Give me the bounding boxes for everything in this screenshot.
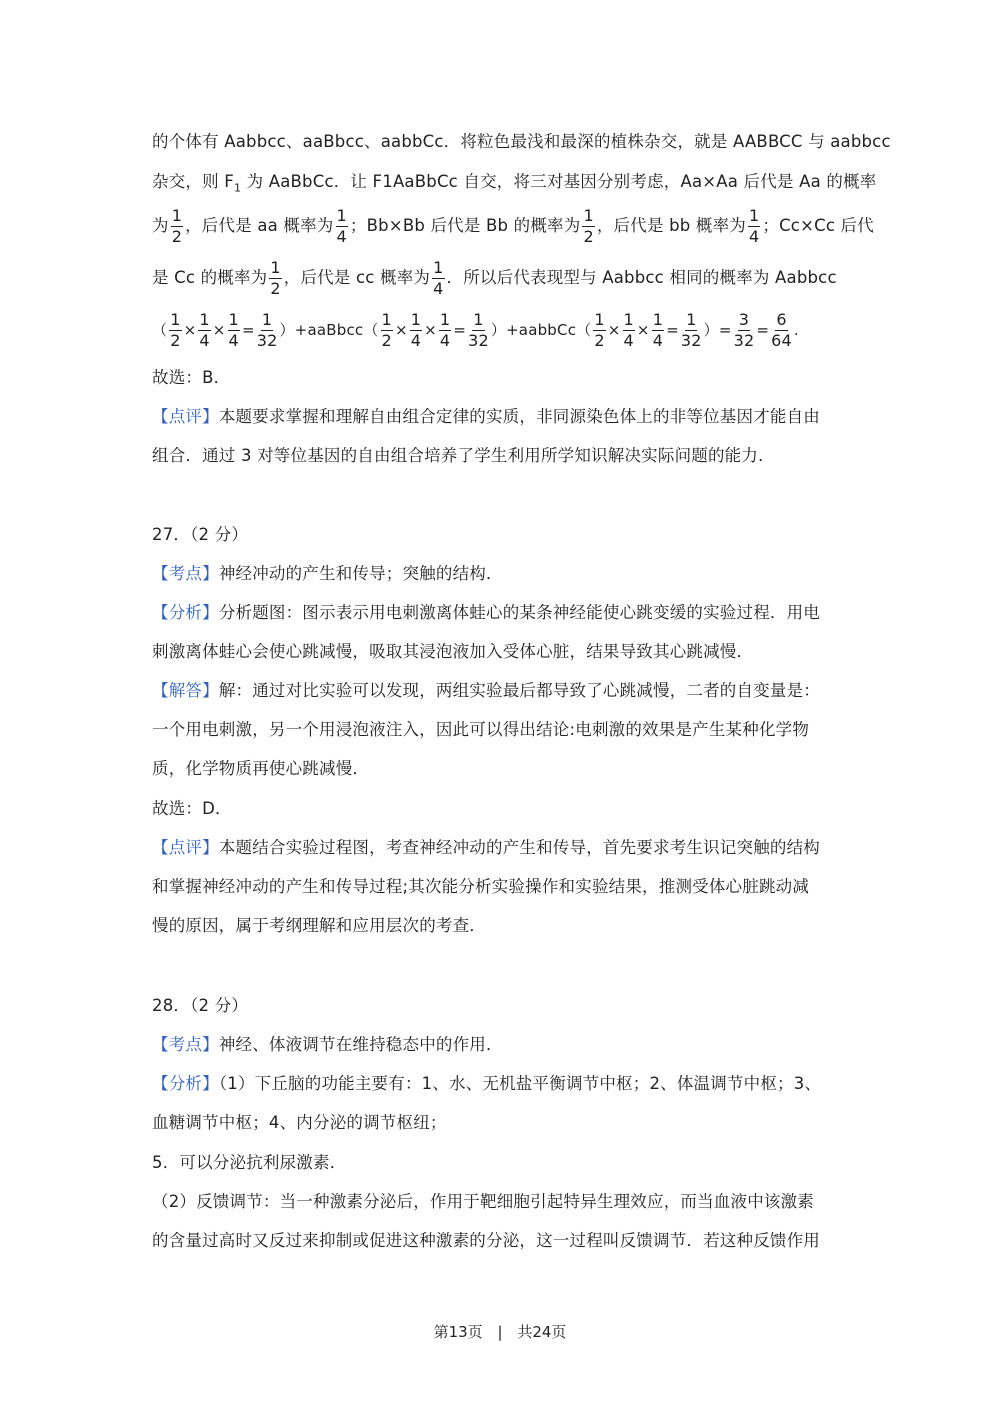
text-segment: 分析题图：图示表示用电刺激离体蛙心的某条神经能使心跳变缓的实验过程．用电	[218, 603, 821, 622]
fraction: $\frac{1}{2}$	[381, 310, 392, 350]
equals-sign: =	[453, 321, 467, 339]
fraction: $\frac{1}{4}$	[228, 310, 239, 350]
text-line	[152, 310, 850, 351]
text-line: 刺激离体蛙心会使心跳减慢，吸取其浸泡液加入受体心脏，结果导致其心跳减慢．	[152, 642, 754, 661]
text-line	[152, 562, 850, 586]
times-sign: ×	[394, 321, 408, 339]
question-number: 28．（2 分）	[152, 996, 249, 1015]
text-segment: 杂交，则 F	[152, 172, 234, 191]
fraction: $\frac{1}{32}$	[256, 310, 278, 350]
fraction: $\frac{1}{4}$	[199, 310, 210, 350]
text-line	[152, 170, 877, 200]
text-line: 5．可以分泌抗利尿激素．	[152, 1153, 347, 1172]
text-segment: ；Cc×Cc 后代	[762, 216, 874, 235]
section-tag: 【点评】	[152, 407, 219, 426]
text-segment: 为 AaBbCc．让 F1AaBbCc 自交，将三对基因分别考虑，Aa×Aa 后代是 Aa 的概率	[241, 172, 877, 191]
fraction: $\frac{1}{32}$	[680, 310, 702, 350]
text-segment: 是 Cc 的概率为	[152, 268, 268, 287]
section-tag: 【考点】	[152, 1035, 219, 1054]
text-line: 的含量过高时又反过来抑制或促进这种激素的分泌，这一过程叫反馈调节．若这种反馈作用	[152, 1231, 820, 1250]
text-segment: 解：通过对比实验可以发现，两组实验最后都导致了心跳减慢，二者的自变量是：	[218, 681, 821, 700]
footer-separator: |	[497, 1323, 503, 1341]
fraction: $\frac{1}{4}$	[748, 206, 760, 246]
fraction: $\frac{1}{4}$	[623, 310, 634, 350]
text-line: 一个用电刺激，另一个用浸泡液注入，因此可以得出结论:电刺激的效果是产生某种化学物	[152, 720, 810, 739]
text-segment: .	[793, 321, 799, 339]
fraction: $\frac{1}{4}$	[336, 206, 347, 246]
page-number: 第13页	[433, 1323, 483, 1341]
text-line	[152, 679, 850, 703]
text-segment: 本题要求掌握和理解自由组合定律的实质，非同源染色体上的非等位基因才能自由	[218, 407, 821, 426]
fraction: $\frac{1}{4}$	[410, 310, 422, 350]
fraction: $\frac{1}{2}$	[594, 310, 605, 350]
section-tag: 【分析】	[152, 1074, 219, 1093]
text-line: 的个体有 Aabbcc、aaBbcc、aabbCc．将粒色最浅和最深的植株杂交，就是 AABBCC 与 aabbcc	[152, 132, 891, 151]
fraction: $\frac{6}{64}$	[771, 310, 792, 350]
text-line: 故选：B．	[152, 368, 231, 387]
text-segment: ，后代是 aa 概率为	[185, 216, 334, 235]
times-sign: ×	[212, 321, 226, 339]
text-segment: 本题结合实验过程图，考查神经冲动的产生和传导，首先要求考生识记突触的结构	[218, 838, 821, 857]
section-tag: 【点评】	[152, 838, 219, 857]
text-line: 和掌握神经冲动的产生和传导过程;其次能分析实验操作和实验结果，推测受体心脏跳动减	[152, 877, 810, 896]
fraction: $\frac{3}{32}$	[733, 310, 755, 350]
text-line	[152, 258, 850, 299]
page-footer	[0, 1321, 1000, 1342]
text-line	[152, 1033, 850, 1057]
text-line: （2）反馈调节：当一种激素分泌后，作用于靶细胞引起特异生理效应，而当血液中该激素	[152, 1192, 814, 1211]
equals-sign: =	[241, 321, 255, 339]
text-line: 组合．通过 3 对等位基因的自由组合培养了学生利用所学知识解决实际问题的能力．	[152, 446, 775, 465]
equals-sign: =	[756, 321, 770, 339]
text-line	[152, 601, 850, 625]
fraction: $\frac{1}{2}$	[270, 258, 281, 298]
text-line: 故选：D．	[152, 799, 232, 818]
section-tag: 【解答】	[152, 681, 219, 700]
times-sign: ×	[424, 321, 437, 339]
text-line	[152, 1072, 850, 1096]
text-segment: ，后代是 bb 概率为	[596, 216, 746, 235]
text-segment: ；Bb×Bb 后代是 Bb 的概率为	[349, 216, 581, 235]
times-sign: ×	[607, 321, 621, 339]
fraction: $\frac{1}{2}$	[583, 206, 594, 246]
question-number: 27．（2 分）	[152, 525, 249, 544]
text-segment: 神经冲动的产生和传导；突触的结构．	[218, 564, 503, 583]
text-segment: ）+aabbCc（	[490, 321, 592, 339]
text-segment: ．所以后代表现型与 Aabbcc 相同的概率为 Aabbcc	[446, 268, 837, 287]
fraction: $\frac{1}{2}$	[170, 310, 181, 350]
subscript: 1	[233, 181, 242, 195]
section-tag: 【考点】	[152, 564, 219, 583]
text-segment: （	[152, 321, 168, 339]
text-segment: 为	[152, 216, 169, 235]
text-line	[152, 836, 850, 860]
text-line	[152, 405, 850, 429]
fraction: $\frac{1}{4}$	[433, 258, 444, 298]
page-total: 共24页	[517, 1323, 567, 1341]
text-line: 质，化学物质再使心跳减慢．	[152, 759, 370, 778]
section-tag: 【分析】	[152, 603, 219, 622]
text-line: 血糖调节中枢；4、内分泌的调节枢纽；	[152, 1113, 447, 1132]
text-segment: ，后代是 cc 概率为	[283, 268, 431, 287]
times-sign: ×	[636, 321, 650, 339]
fraction: $\frac{1}{2}$	[171, 206, 183, 246]
text-segment: ）+aaBbcc（	[279, 321, 379, 339]
fraction: $\frac{1}{4}$	[652, 310, 664, 350]
text-segment: ）=	[703, 321, 732, 339]
fraction: $\frac{1}{32}$	[468, 310, 489, 350]
times-sign: ×	[183, 321, 197, 339]
text-segment: 神经、体液调节在维持稳态中的作用．	[218, 1035, 503, 1054]
text-line: 慢的原因，属于考纲理解和应用层次的考查．	[152, 916, 486, 935]
text-segment: （1）下丘脑的功能主要有：1、水、无机盐平衡调节中枢；2、体温调节中枢；3、	[218, 1074, 822, 1093]
text-line	[152, 206, 874, 247]
fraction: $\frac{1}{4}$	[439, 310, 451, 350]
equals-sign: =	[666, 321, 679, 339]
